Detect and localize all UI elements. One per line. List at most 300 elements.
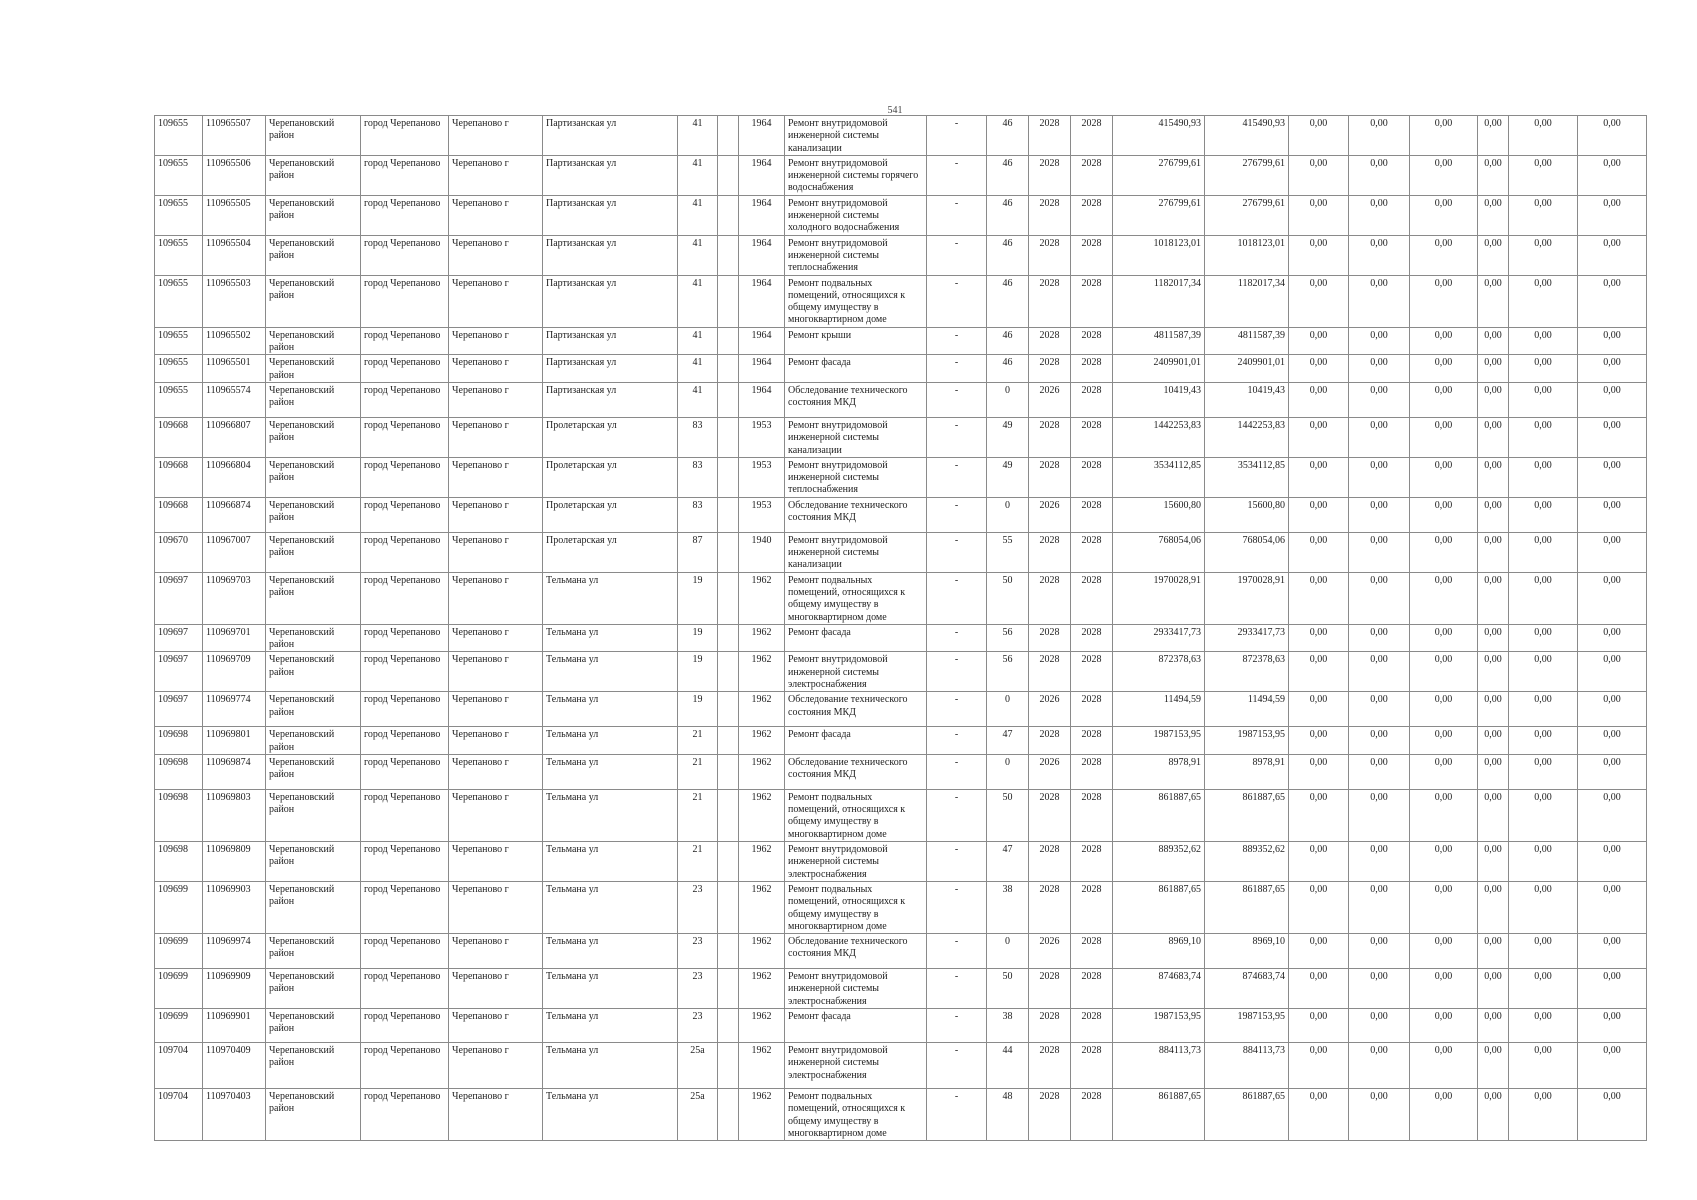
district-cell: Черепановский район (266, 1043, 361, 1089)
flag-cell: - (927, 754, 987, 789)
value-6-cell: 0,00 (1578, 1009, 1647, 1043)
building-cell (718, 497, 739, 532)
page-number: 541 (887, 105, 903, 116)
district-cell: Черепановский район (266, 934, 361, 969)
locality-cell: Черепаново г (449, 754, 543, 789)
wear-cell: 49 (987, 457, 1029, 497)
value-5-cell: 0,00 (1509, 382, 1578, 417)
value-2-cell: 0,00 (1349, 355, 1410, 383)
district-cell: Черепановский район (266, 789, 361, 841)
flag-cell: - (927, 417, 987, 457)
value-1-cell: 0,00 (1289, 195, 1349, 235)
house-id-cell: 109670 (155, 532, 203, 572)
house-number-cell: 21 (678, 754, 718, 789)
flag-cell: - (927, 1043, 987, 1089)
work-type-cell: Ремонт крыши (785, 327, 927, 355)
street-cell: Тельмана ул (543, 881, 678, 933)
municipality-cell: город Черепаново (361, 1043, 449, 1089)
value-5-cell: 0,00 (1509, 275, 1578, 327)
fund-cost-cell: 1018123,01 (1205, 235, 1289, 275)
plan-year-cell: 2028 (1029, 327, 1071, 355)
house-id-cell: 109655 (155, 195, 203, 235)
work-id-cell: 110969909 (203, 969, 266, 1009)
district-cell: Черепановский район (266, 155, 361, 195)
value-5-cell: 0,00 (1509, 754, 1578, 789)
street-cell: Тельмана ул (543, 754, 678, 789)
table-row (155, 116, 1647, 156)
house-id-cell: 109699 (155, 934, 203, 969)
locality-cell: Черепаново г (449, 355, 543, 383)
year-built-cell: 1964 (739, 195, 785, 235)
value-2-cell: 0,00 (1349, 235, 1410, 275)
municipality-cell: город Черепаново (361, 881, 449, 933)
house-id-cell: 109655 (155, 382, 203, 417)
district-cell: Черепановский район (266, 1089, 361, 1141)
value-6-cell: 0,00 (1578, 327, 1647, 355)
district-cell: Черепановский район (266, 417, 361, 457)
table-row (155, 754, 1647, 789)
flag-cell: - (927, 1009, 987, 1043)
district-cell: Черепановский район (266, 355, 361, 383)
fund-cost-cell: 3534112,85 (1205, 457, 1289, 497)
value-5-cell: 0,00 (1509, 1009, 1578, 1043)
building-cell (718, 1043, 739, 1089)
work-type-cell: Ремонт фасада (785, 624, 927, 652)
value-4-cell: 0,00 (1478, 155, 1509, 195)
value-5-cell: 0,00 (1509, 417, 1578, 457)
table-row (155, 327, 1647, 355)
work-id-cell: 110965505 (203, 195, 266, 235)
locality-cell: Черепаново г (449, 195, 543, 235)
plan-year-cell: 2028 (1029, 789, 1071, 841)
value-3-cell: 0,00 (1410, 692, 1478, 727)
value-1-cell: 0,00 (1289, 275, 1349, 327)
value-5-cell: 0,00 (1509, 842, 1578, 882)
building-cell (718, 355, 739, 383)
value-1-cell: 0,00 (1289, 497, 1349, 532)
work-type-cell: Ремонт фасада (785, 355, 927, 383)
work-id-cell: 110965501 (203, 355, 266, 383)
locality-cell: Черепаново г (449, 116, 543, 156)
locality-cell: Черепаново г (449, 497, 543, 532)
house-number-cell: 25а (678, 1089, 718, 1141)
municipality-cell: город Черепаново (361, 969, 449, 1009)
value-6-cell: 0,00 (1578, 457, 1647, 497)
building-cell (718, 275, 739, 327)
work-id-cell: 110965506 (203, 155, 266, 195)
value-4-cell: 0,00 (1478, 417, 1509, 457)
work-id-cell: 110965507 (203, 116, 266, 156)
end-year-cell: 2028 (1071, 754, 1113, 789)
value-1-cell: 0,00 (1289, 155, 1349, 195)
value-6-cell: 0,00 (1578, 355, 1647, 383)
value-6-cell: 0,00 (1578, 881, 1647, 933)
plan-year-cell: 2026 (1029, 497, 1071, 532)
value-2-cell: 0,00 (1349, 327, 1410, 355)
wear-cell: 50 (987, 789, 1029, 841)
total-cost-cell: 874683,74 (1113, 969, 1205, 1009)
value-3-cell: 0,00 (1410, 1089, 1478, 1141)
plan-year-cell: 2028 (1029, 727, 1071, 755)
street-cell: Партизанская ул (543, 235, 678, 275)
end-year-cell: 2028 (1071, 155, 1113, 195)
municipality-cell: город Черепаново (361, 497, 449, 532)
year-built-cell: 1962 (739, 624, 785, 652)
table-row (155, 572, 1647, 624)
value-2-cell: 0,00 (1349, 457, 1410, 497)
plan-year-cell: 2028 (1029, 1089, 1071, 1141)
wear-cell: 50 (987, 969, 1029, 1009)
flag-cell: - (927, 572, 987, 624)
wear-cell: 46 (987, 116, 1029, 156)
total-cost-cell: 884113,73 (1113, 1043, 1205, 1089)
value-5-cell: 0,00 (1509, 355, 1578, 383)
plan-year-cell: 2028 (1029, 624, 1071, 652)
municipality-cell: город Черепаново (361, 572, 449, 624)
value-4-cell: 0,00 (1478, 624, 1509, 652)
year-built-cell: 1940 (739, 532, 785, 572)
building-cell (718, 754, 739, 789)
total-cost-cell: 3534112,85 (1113, 457, 1205, 497)
house-id-cell: 109697 (155, 624, 203, 652)
table-row (155, 652, 1647, 692)
value-4-cell: 0,00 (1478, 327, 1509, 355)
district-cell: Черепановский район (266, 235, 361, 275)
house-number-cell: 23 (678, 1009, 718, 1043)
total-cost-cell: 861887,65 (1113, 789, 1205, 841)
flag-cell: - (927, 532, 987, 572)
locality-cell: Черепаново г (449, 572, 543, 624)
value-2-cell: 0,00 (1349, 754, 1410, 789)
value-5-cell: 0,00 (1509, 532, 1578, 572)
fund-cost-cell: 1987153,95 (1205, 1009, 1289, 1043)
value-6-cell: 0,00 (1578, 624, 1647, 652)
house-number-cell: 41 (678, 327, 718, 355)
value-5-cell: 0,00 (1509, 327, 1578, 355)
value-3-cell: 0,00 (1410, 355, 1478, 383)
total-cost-cell: 1442253,83 (1113, 417, 1205, 457)
fund-cost-cell: 861887,65 (1205, 1089, 1289, 1141)
plan-year-cell: 2026 (1029, 382, 1071, 417)
work-type-cell: Ремонт подвальных помещений, относящихся к общему имуществу в многоквартирном доме (785, 572, 927, 624)
year-built-cell: 1962 (739, 1043, 785, 1089)
flag-cell: - (927, 235, 987, 275)
house-id-cell: 109697 (155, 652, 203, 692)
house-id-cell: 109655 (155, 327, 203, 355)
house-number-cell: 41 (678, 235, 718, 275)
table-row (155, 789, 1647, 841)
house-number-cell: 21 (678, 727, 718, 755)
value-3-cell: 0,00 (1410, 727, 1478, 755)
fund-cost-cell: 1987153,95 (1205, 727, 1289, 755)
flag-cell: - (927, 382, 987, 417)
value-6-cell: 0,00 (1578, 1089, 1647, 1141)
building-cell (718, 969, 739, 1009)
house-id-cell: 109704 (155, 1043, 203, 1089)
municipality-cell: город Черепаново (361, 532, 449, 572)
flag-cell: - (927, 457, 987, 497)
end-year-cell: 2028 (1071, 275, 1113, 327)
value-6-cell: 0,00 (1578, 934, 1647, 969)
work-type-cell: Ремонт внутридомовой инженерной системы канализации (785, 417, 927, 457)
value-6-cell: 0,00 (1578, 275, 1647, 327)
end-year-cell: 2028 (1071, 497, 1113, 532)
district-cell: Черепановский район (266, 881, 361, 933)
flag-cell: - (927, 1089, 987, 1141)
value-5-cell: 0,00 (1509, 1043, 1578, 1089)
value-5-cell: 0,00 (1509, 195, 1578, 235)
street-cell: Тельмана ул (543, 572, 678, 624)
house-number-cell: 21 (678, 842, 718, 882)
flag-cell: - (927, 881, 987, 933)
municipality-cell: город Черепаново (361, 1089, 449, 1141)
building-cell (718, 842, 739, 882)
district-cell: Черепановский район (266, 727, 361, 755)
value-5-cell: 0,00 (1509, 235, 1578, 275)
locality-cell: Черепаново г (449, 417, 543, 457)
work-id-cell: 110969803 (203, 789, 266, 841)
work-id-cell: 110969801 (203, 727, 266, 755)
value-5-cell: 0,00 (1509, 457, 1578, 497)
value-4-cell: 0,00 (1478, 572, 1509, 624)
value-2-cell: 0,00 (1349, 1009, 1410, 1043)
fund-cost-cell: 1970028,91 (1205, 572, 1289, 624)
house-number-cell: 19 (678, 652, 718, 692)
fund-cost-cell: 1442253,83 (1205, 417, 1289, 457)
value-2-cell: 0,00 (1349, 195, 1410, 235)
value-3-cell: 0,00 (1410, 327, 1478, 355)
fund-cost-cell: 872378,63 (1205, 652, 1289, 692)
house-id-cell: 109699 (155, 881, 203, 933)
locality-cell: Черепаново г (449, 727, 543, 755)
locality-cell: Черепаново г (449, 1043, 543, 1089)
value-1-cell: 0,00 (1289, 382, 1349, 417)
work-type-cell: Ремонт внутридомовой инженерной системы электроснабжения (785, 652, 927, 692)
end-year-cell: 2028 (1071, 195, 1113, 235)
street-cell: Тельмана ул (543, 652, 678, 692)
municipality-cell: город Черепаново (361, 1009, 449, 1043)
fund-cost-cell: 1182017,34 (1205, 275, 1289, 327)
plan-year-cell: 2026 (1029, 692, 1071, 727)
work-type-cell: Обследование технического состояния МКД (785, 382, 927, 417)
district-cell: Черепановский район (266, 969, 361, 1009)
value-6-cell: 0,00 (1578, 532, 1647, 572)
house-number-cell: 41 (678, 116, 718, 156)
value-1-cell: 0,00 (1289, 532, 1349, 572)
work-id-cell: 110970403 (203, 1089, 266, 1141)
street-cell: Тельмана ул (543, 842, 678, 882)
work-id-cell: 110965503 (203, 275, 266, 327)
value-4-cell: 0,00 (1478, 355, 1509, 383)
house-number-cell: 25а (678, 1043, 718, 1089)
building-cell (718, 532, 739, 572)
value-6-cell: 0,00 (1578, 692, 1647, 727)
value-5-cell: 0,00 (1509, 969, 1578, 1009)
flag-cell: - (927, 327, 987, 355)
street-cell: Партизанская ул (543, 155, 678, 195)
work-type-cell: Ремонт внутридомовой инженерной системы горячего водоснабжения (785, 155, 927, 195)
district-cell: Черепановский район (266, 457, 361, 497)
building-cell (718, 116, 739, 156)
municipality-cell: город Черепаново (361, 727, 449, 755)
wear-cell: 0 (987, 754, 1029, 789)
work-type-cell: Ремонт внутридомовой инженерной системы канализации (785, 116, 927, 156)
value-6-cell: 0,00 (1578, 1043, 1647, 1089)
work-type-cell: Ремонт внутридомовой инженерной системы теплоснабжения (785, 457, 927, 497)
plan-year-cell: 2028 (1029, 1009, 1071, 1043)
value-1-cell: 0,00 (1289, 754, 1349, 789)
value-4-cell: 0,00 (1478, 195, 1509, 235)
table-row (155, 969, 1647, 1009)
house-number-cell: 83 (678, 497, 718, 532)
house-number-cell: 41 (678, 355, 718, 383)
building-cell (718, 195, 739, 235)
district-cell: Черепановский район (266, 382, 361, 417)
locality-cell: Черепаново г (449, 532, 543, 572)
street-cell: Партизанская ул (543, 195, 678, 235)
municipality-cell: город Черепаново (361, 275, 449, 327)
value-6-cell: 0,00 (1578, 195, 1647, 235)
plan-year-cell: 2028 (1029, 532, 1071, 572)
year-built-cell: 1964 (739, 275, 785, 327)
year-built-cell: 1962 (739, 1089, 785, 1141)
value-1-cell: 0,00 (1289, 842, 1349, 882)
wear-cell: 0 (987, 692, 1029, 727)
value-4-cell: 0,00 (1478, 275, 1509, 327)
total-cost-cell: 1018123,01 (1113, 235, 1205, 275)
house-id-cell: 109697 (155, 692, 203, 727)
value-4-cell: 0,00 (1478, 754, 1509, 789)
value-4-cell: 0,00 (1478, 842, 1509, 882)
street-cell: Партизанская ул (543, 382, 678, 417)
value-1-cell: 0,00 (1289, 727, 1349, 755)
total-cost-cell: 4811587,39 (1113, 327, 1205, 355)
street-cell: Партизанская ул (543, 116, 678, 156)
street-cell: Тельмана ул (543, 1009, 678, 1043)
house-id-cell: 109698 (155, 727, 203, 755)
wear-cell: 38 (987, 881, 1029, 933)
work-id-cell: 110969974 (203, 934, 266, 969)
value-1-cell: 0,00 (1289, 692, 1349, 727)
value-4-cell: 0,00 (1478, 235, 1509, 275)
flag-cell: - (927, 155, 987, 195)
locality-cell: Черепаново г (449, 934, 543, 969)
value-3-cell: 0,00 (1410, 881, 1478, 933)
locality-cell: Черепаново г (449, 1089, 543, 1141)
wear-cell: 46 (987, 275, 1029, 327)
fund-cost-cell: 8978,91 (1205, 754, 1289, 789)
value-4-cell: 0,00 (1478, 1009, 1509, 1043)
table-row (155, 195, 1647, 235)
wear-cell: 49 (987, 417, 1029, 457)
table-row (155, 457, 1647, 497)
building-cell (718, 934, 739, 969)
end-year-cell: 2028 (1071, 532, 1113, 572)
building-cell (718, 692, 739, 727)
value-6-cell: 0,00 (1578, 235, 1647, 275)
district-cell: Черепановский район (266, 195, 361, 235)
year-built-cell: 1962 (739, 572, 785, 624)
work-type-cell: Ремонт подвальных помещений, относящихся к общему имуществу в многоквартирном доме (785, 1089, 927, 1141)
work-id-cell: 110965502 (203, 327, 266, 355)
value-5-cell: 0,00 (1509, 624, 1578, 652)
district-cell: Черепановский район (266, 275, 361, 327)
locality-cell: Черепаново г (449, 842, 543, 882)
house-number-cell: 87 (678, 532, 718, 572)
work-type-cell: Ремонт внутридомовой инженерной системы электроснабжения (785, 969, 927, 1009)
work-id-cell: 110969901 (203, 1009, 266, 1043)
value-3-cell: 0,00 (1410, 652, 1478, 692)
value-3-cell: 0,00 (1410, 195, 1478, 235)
flag-cell: - (927, 727, 987, 755)
house-id-cell: 109698 (155, 789, 203, 841)
value-3-cell: 0,00 (1410, 754, 1478, 789)
house-id-cell: 109655 (155, 355, 203, 383)
value-6-cell: 0,00 (1578, 155, 1647, 195)
house-id-cell: 109668 (155, 417, 203, 457)
plan-year-cell: 2028 (1029, 155, 1071, 195)
value-6-cell: 0,00 (1578, 382, 1647, 417)
table-row (155, 727, 1647, 755)
value-3-cell: 0,00 (1410, 1009, 1478, 1043)
plan-year-cell: 2028 (1029, 842, 1071, 882)
building-cell (718, 155, 739, 195)
end-year-cell: 2028 (1071, 382, 1113, 417)
value-2-cell: 0,00 (1349, 1043, 1410, 1089)
fund-cost-cell: 861887,65 (1205, 881, 1289, 933)
year-built-cell: 1953 (739, 497, 785, 532)
wear-cell: 56 (987, 652, 1029, 692)
locality-cell: Черепаново г (449, 692, 543, 727)
plan-year-cell: 2028 (1029, 572, 1071, 624)
plan-year-cell: 2028 (1029, 275, 1071, 327)
municipality-cell: город Черепаново (361, 155, 449, 195)
total-cost-cell: 276799,61 (1113, 155, 1205, 195)
fund-cost-cell: 11494,59 (1205, 692, 1289, 727)
municipality-cell: город Черепаново (361, 355, 449, 383)
house-id-cell: 109699 (155, 1009, 203, 1043)
wear-cell: 46 (987, 327, 1029, 355)
street-cell: Пролетарская ул (543, 497, 678, 532)
value-2-cell: 0,00 (1349, 497, 1410, 532)
value-4-cell: 0,00 (1478, 789, 1509, 841)
wear-cell: 47 (987, 842, 1029, 882)
value-4-cell: 0,00 (1478, 497, 1509, 532)
municipality-cell: город Черепаново (361, 327, 449, 355)
value-1-cell: 0,00 (1289, 1089, 1349, 1141)
end-year-cell: 2028 (1071, 417, 1113, 457)
house-id-cell: 109655 (155, 275, 203, 327)
work-id-cell: 110970409 (203, 1043, 266, 1089)
value-4-cell: 0,00 (1478, 1089, 1509, 1141)
flag-cell: - (927, 789, 987, 841)
value-3-cell: 0,00 (1410, 1043, 1478, 1089)
building-cell (718, 1089, 739, 1141)
value-6-cell: 0,00 (1578, 116, 1647, 156)
total-cost-cell: 768054,06 (1113, 532, 1205, 572)
value-2-cell: 0,00 (1349, 382, 1410, 417)
total-cost-cell: 276799,61 (1113, 195, 1205, 235)
value-4-cell: 0,00 (1478, 881, 1509, 933)
year-built-cell: 1962 (739, 969, 785, 1009)
municipality-cell: город Черепаново (361, 195, 449, 235)
value-2-cell: 0,00 (1349, 624, 1410, 652)
table-row (155, 1009, 1647, 1043)
flag-cell: - (927, 275, 987, 327)
work-type-cell: Обследование технического состояния МКД (785, 497, 927, 532)
street-cell: Пролетарская ул (543, 532, 678, 572)
end-year-cell: 2028 (1071, 934, 1113, 969)
